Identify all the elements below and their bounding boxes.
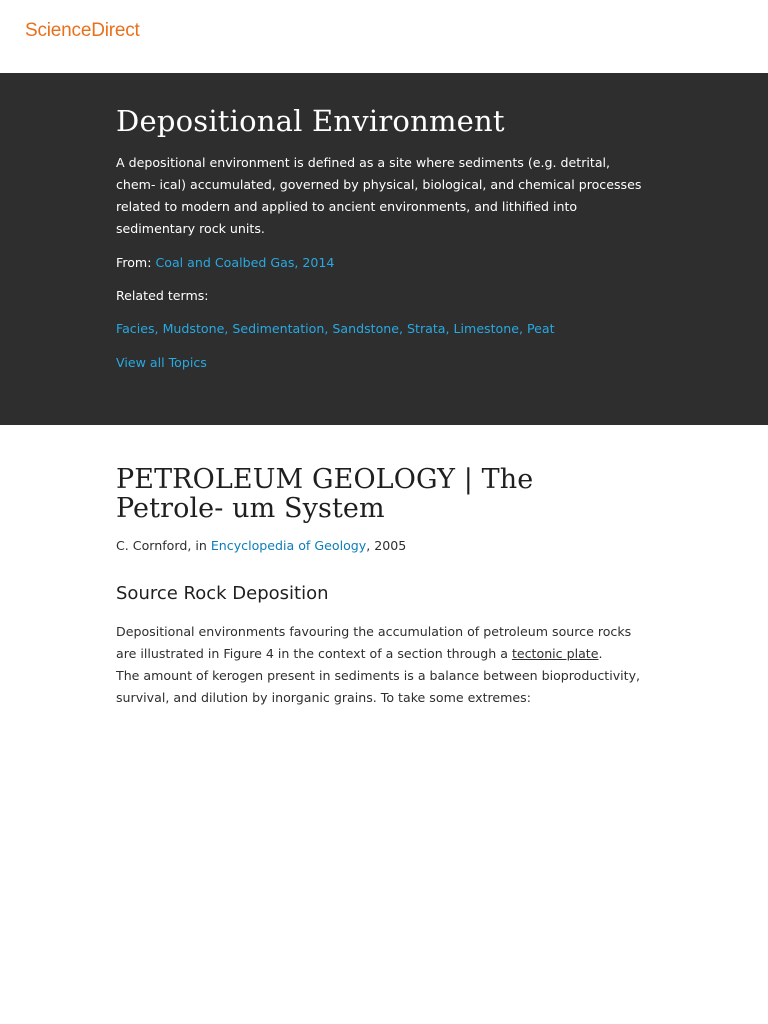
related-term-limestone[interactable]: Limestone <box>453 321 519 336</box>
section-heading: Source Rock Deposition <box>116 583 329 604</box>
source-book-link[interactable]: Coal and Coalbed Gas, 2014 <box>155 255 335 270</box>
related-term-sedimentation[interactable]: Sedimentation <box>232 321 325 336</box>
related-terms-label: Related terms: <box>116 288 209 303</box>
article-title[interactable]: PETROLEUM GEOLOGY | The Petrole- um System <box>116 464 534 524</box>
term-separator: , <box>399 321 408 336</box>
author-text: C. Cornford, in <box>116 538 211 553</box>
term-separator: , <box>519 321 528 336</box>
sciencedirect-logo[interactable]: ScienceDirect <box>25 20 140 41</box>
term-separator: , <box>154 321 163 336</box>
from-line <box>116 252 768 274</box>
related-term-peat[interactable]: Peat <box>527 321 555 336</box>
article-byline <box>116 535 646 557</box>
tectonic-plate-link[interactable]: tectonic plate <box>511 646 599 661</box>
topic-definition: A depositional environment is defined as a site where sediments (e.g. detrital, chem- ical) accumulated, governed by physical, biological, and chemical processes related to modern and applied to ancient environments, and lithified into sedimentary rock units. <box>116 155 642 236</box>
topic-title: Depositional Environment <box>116 104 505 138</box>
related-term-facies[interactable]: Facies <box>116 321 155 336</box>
related-term-mudstone[interactable]: Mudstone <box>162 321 225 336</box>
from-label: From: <box>116 255 152 270</box>
paragraph-punctuation: . <box>598 646 603 661</box>
topic-summary-panel <box>0 73 768 425</box>
paragraph-text: Depositional environments favouring the accumulation of petroleum source rocks are illustrated in Figure 4 in the context of a section through a <box>116 624 632 661</box>
paragraph-text-2: The amount of kerogen present in sediments is a balance between bioproductivity, survival, and dilution by inorganic grains. To take some extremes: <box>116 668 641 705</box>
year-text: , 2005 <box>366 538 407 553</box>
related-term-strata[interactable]: Strata <box>407 321 446 336</box>
encyclopedia-link[interactable]: Encyclopedia of Geology <box>210 538 367 553</box>
related-term-sandstone[interactable]: Sandstone <box>332 321 400 336</box>
article-paragraph <box>116 621 646 709</box>
site-header <box>0 0 768 73</box>
article-section <box>0 425 646 709</box>
term-separator: , <box>324 321 333 336</box>
view-all-topics-link[interactable]: View all Topics <box>116 355 207 370</box>
term-separator: , <box>224 321 233 336</box>
term-separator: , <box>445 321 454 336</box>
related-terms-list <box>116 318 768 340</box>
